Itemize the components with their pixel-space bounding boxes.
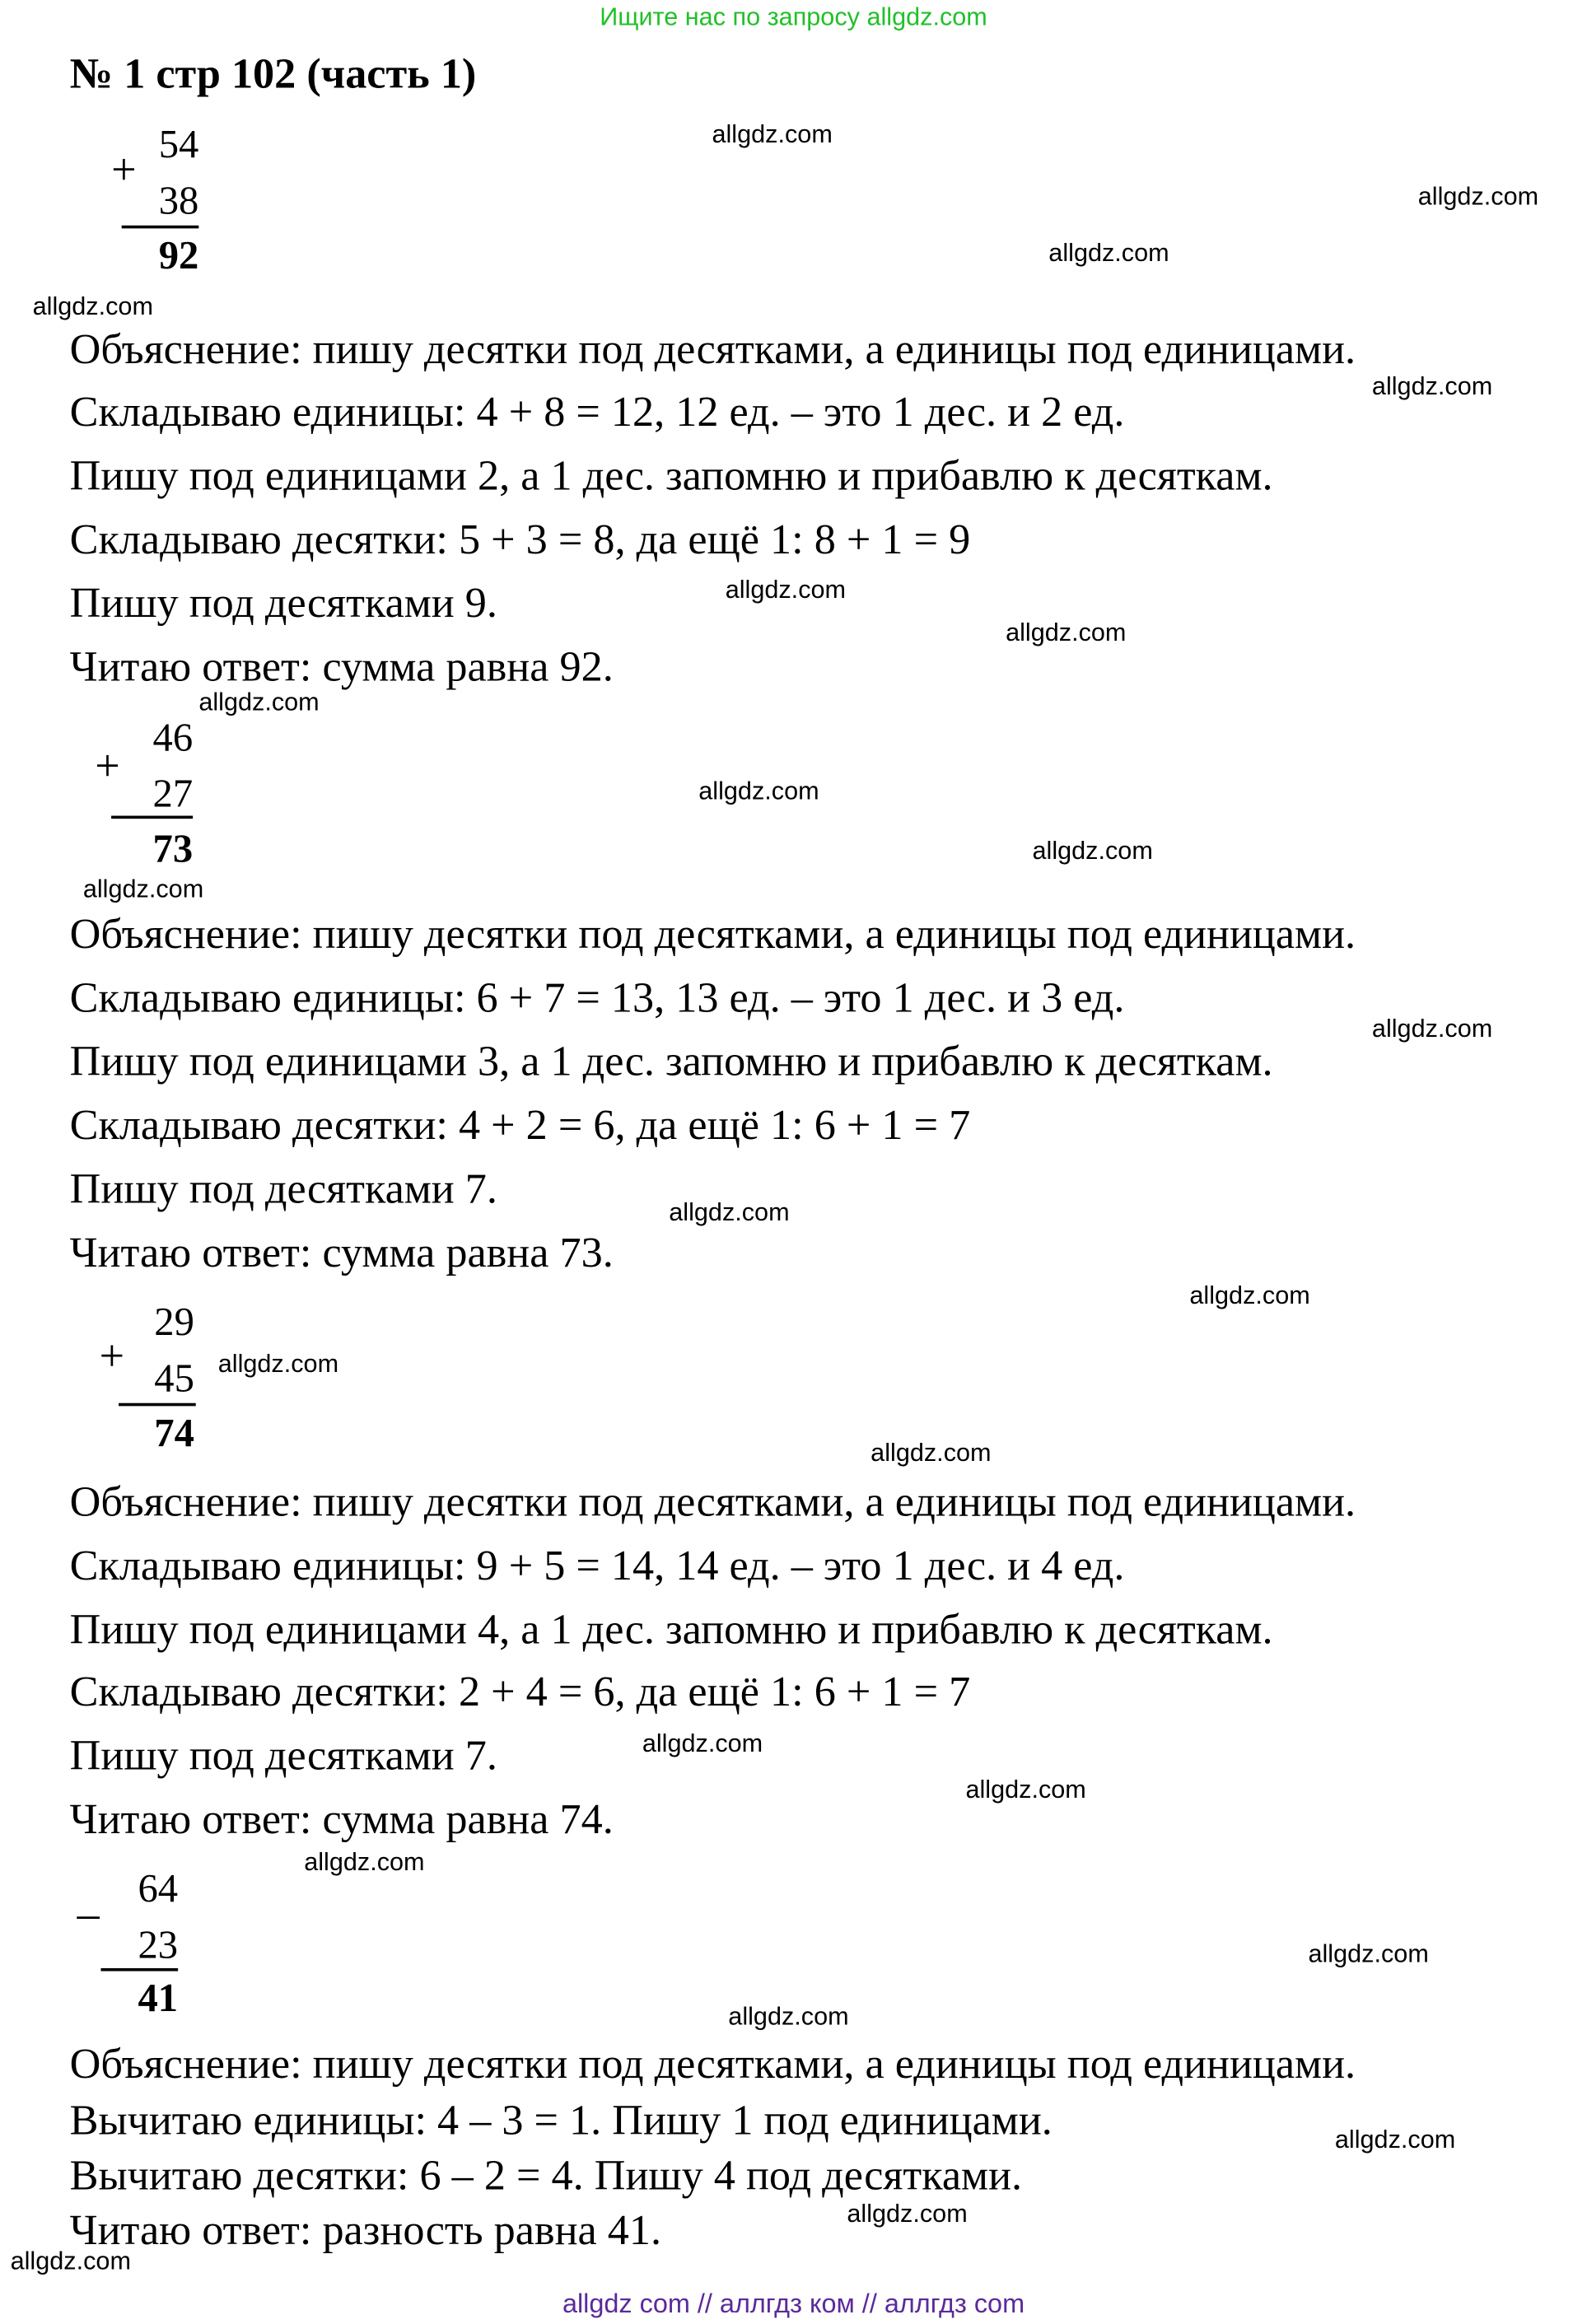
operator-sign: +: [99, 1332, 125, 1381]
explanation-line: Читаю ответ: сумма равна 74.: [69, 1796, 614, 1844]
watermark-text: allgdz.com: [965, 1775, 1086, 1804]
column-divider: [100, 1968, 178, 1972]
explanation-line: Объяснение: пишу десятки под десятками, а единицы под единицами.: [69, 1478, 1356, 1527]
watermark-text: allgdz.com: [1334, 2125, 1456, 2154]
explanation-line: Вычитаю десятки: 6 – 2 = 4. Пишу 4 под десятками.: [69, 2152, 1023, 2200]
watermark-text: allgdz.com: [1371, 372, 1493, 401]
watermark-text: allgdz.com: [642, 1729, 763, 1758]
watermark-text: allgdz.com: [198, 688, 320, 716]
explanation-line: Читаю ответ: сумма равна 92.: [69, 643, 614, 692]
explanation-line: Складываю единицы: 9 + 5 = 14, 14 ед. – это 1 дес. и 4 ед.: [69, 1542, 1125, 1590]
watermark-text: allgdz.com: [1048, 238, 1169, 268]
watermark-text: allgdz.com: [669, 1198, 790, 1227]
column-top-number: 29: [154, 1299, 194, 1344]
explanation-line: Пишу под десятками 9.: [69, 580, 497, 628]
operator-sign: –: [77, 1889, 100, 1939]
watermark-text: allgdz.com: [32, 292, 153, 321]
explanation-line: Складываю десятки: 5 + 3 = 8, да ещё 1: 8 + 1 = 9: [69, 516, 971, 564]
column-result-number: 73: [152, 826, 194, 871]
watermark-text: allgdz.com: [217, 1349, 339, 1379]
column-top-number: 46: [152, 715, 194, 760]
watermark-text: allgdz.com: [725, 575, 847, 604]
explanation-line: Объяснение: пишу десятки под десятками, а единицы под единицами.: [69, 326, 1356, 374]
watermark-text: allgdz.com: [1308, 1939, 1429, 1968]
watermark-text: allgdz.com: [304, 1848, 425, 1877]
explanation-line: Объяснение: пишу десятки под десятками, а единицы под единицами.: [69, 910, 1356, 959]
column-divider: [111, 816, 193, 819]
column-result-number: 41: [138, 1975, 179, 2020]
column-bottom-number: 38: [158, 178, 199, 223]
explanation-line: Вычитаю единицы: 4 – 3 = 1. Пишу 1 под единицами.: [69, 2097, 1053, 2145]
column-bottom-number: 23: [138, 1922, 179, 1967]
watermark-text: allgdz.com: [871, 1438, 992, 1468]
explanation-line: Пишу под единицами 4, а 1 дес. запомню и прибавлю к десяткам.: [69, 1606, 1273, 1654]
operator-sign: +: [111, 145, 137, 194]
watermark-text: allgdz.com: [1417, 182, 1539, 211]
explanation-line: Пишу под десятками 7.: [69, 1732, 497, 1780]
explanation-line: Складываю единицы: 6 + 7 = 13, 13 ед. – это 1 дес. и 3 ед.: [69, 974, 1125, 1022]
search-banner[interactable]: Ищите нас по запросу allgdz.com: [600, 2, 987, 31]
explanation-line: Пишу под десятками 7.: [69, 1165, 497, 1214]
explanation-line: Пишу под единицами 3, а 1 дес. запомню и прибавлю к десяткам.: [69, 1038, 1273, 1086]
watermark-text: allgdz.com: [698, 777, 819, 805]
explanation-line: Читаю ответ: сумма равна 73.: [69, 1230, 614, 1277]
column-bottom-number: 45: [154, 1356, 194, 1401]
watermark-text: allgdz.com: [847, 2199, 968, 2228]
footer-links[interactable]: allgdz com // аллгдз ком // аллгдз com: [562, 2288, 1025, 2318]
watermark-text: allgdz.com: [82, 875, 204, 903]
explanation-line: Читаю ответ: разность равна 41.: [69, 2206, 662, 2255]
column-divider: [122, 226, 199, 229]
column-bottom-number: 27: [152, 771, 194, 816]
watermark-text: allgdz.com: [1189, 1281, 1310, 1310]
page-title: № 1 стр 102 (часть 1): [69, 50, 477, 98]
column-result-number: 92: [158, 232, 199, 278]
column-divider: [119, 1403, 196, 1407]
explanation-line: Складываю единицы: 4 + 8 = 12, 12 ед. – это 1 дес. и 2 ед.: [69, 388, 1125, 436]
column-result-number: 74: [154, 1410, 194, 1455]
watermark-text: allgdz.com: [10, 2247, 131, 2275]
operator-sign: +: [95, 741, 120, 791]
watermark-text: allgdz.com: [1006, 618, 1127, 647]
column-top-number: 64: [138, 1865, 179, 1911]
explanation-line: Складываю десятки: 4 + 2 = 6, да ещё 1: 6 + 1 = 7: [69, 1102, 971, 1150]
watermark-text: allgdz.com: [1371, 1014, 1493, 1043]
explanation-line: Объяснение: пишу десятки под десятками, а единицы под единицами.: [69, 2041, 1356, 2088]
watermark-text: allgdz.com: [712, 119, 833, 149]
watermark-text: allgdz.com: [728, 2002, 849, 2031]
explanation-line: Складываю десятки: 2 + 4 = 6, да ещё 1: 6 + 1 = 7: [69, 1668, 971, 1716]
column-top-number: 54: [158, 121, 199, 166]
explanation-line: Пишу под единицами 2, а 1 дес. запомню и прибавлю к десяткам.: [69, 452, 1273, 500]
watermark-text: allgdz.com: [1032, 836, 1153, 865]
